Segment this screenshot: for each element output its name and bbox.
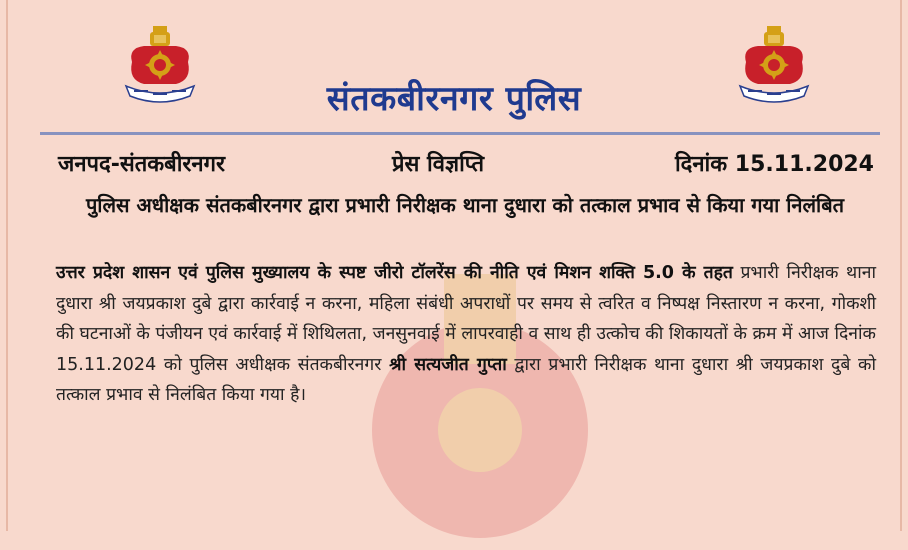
- body-lead: उत्तर प्रदेश शासन एवं पुलिस मुख्यालय के स्पष्ट जीरो टॉलरेंस की नीति एवं मिशन शक्ति 5.0 के तहत: [56, 263, 733, 283]
- headline: पुलिस अधीक्षक संतकबीरनगर द्वारा प्रभारी निरीक्षक थाना दुधारा को तत्काल प्रभाव से किया गया निलंबित: [85, 193, 845, 217]
- page-title: संतकबीरनगर पुलिस: [326, 79, 582, 119]
- district-label: जनपद-संतकबीरनगर: [58, 152, 226, 177]
- body-part-2: द्वारा प्रभारी निरीक्षक थाना दुधारा श्री जयप्रकाश दुबे को तत्काल प्रभाव से निलंबित किया गया है।: [56, 354, 876, 405]
- title-divider: [40, 132, 880, 135]
- date-label: दिनांक 15.11.2024: [674, 152, 874, 177]
- press-release-label: प्रेस विज्ञप्ति: [392, 152, 485, 177]
- body-paragraph: [56, 258, 876, 411]
- officer-name: श्री सत्यजीत गुप्ता: [389, 354, 507, 375]
- body-part-1: प्रभारी निरीक्षक थाना दुधारा श्री जयप्रकाश दुबे द्वारा कार्रवाई न करना, महिला संबंधी अपराधों पर समय से त्वरित व निष्पक्ष निस्तारण न करना, गोकशी की घटनाओं के पंजीयन एवं कार्रवाई में शिथिलता, जनसुनवाई में लापरवाही व साथ ही उत्कोच की शिकायतों के क्रम में आज दिनांक 15.11.2024 को पुलिस अधीक्षक संतकबीरनगर: [56, 263, 877, 375]
